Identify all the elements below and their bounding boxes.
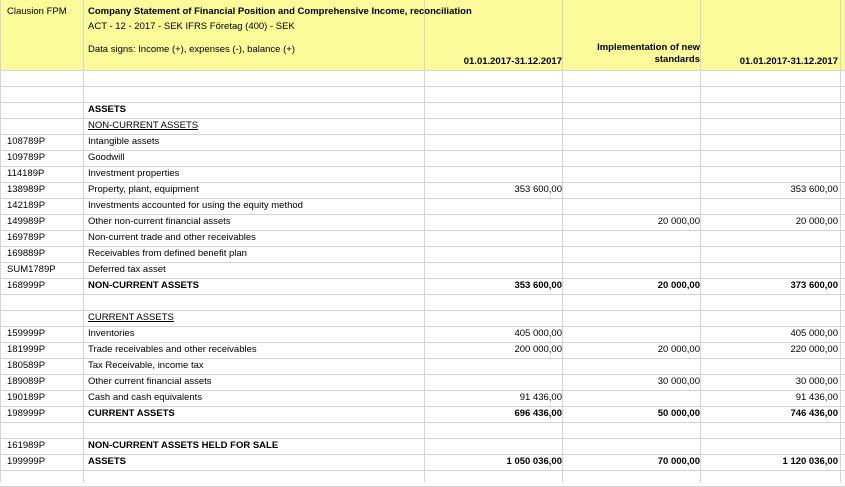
value-implementation [566, 118, 700, 134]
value-implementation [566, 438, 700, 454]
value-implementation [566, 102, 700, 118]
row-label: Investments accounted for using the equity method [88, 200, 303, 211]
value-period-1 [428, 166, 562, 182]
value-period-1 [428, 310, 562, 326]
value-period-2: 1 120 036,00 [782, 456, 838, 467]
value-period-1 [428, 422, 562, 438]
value-implementation [566, 390, 700, 406]
column-divider [83, 0, 84, 482]
value-period-1 [428, 214, 562, 230]
value-period-2 [704, 150, 838, 166]
value-implementation: 20 000,00 [657, 344, 700, 355]
row-label: Other current financial assets [88, 376, 212, 387]
row-code: 169789P [7, 232, 46, 243]
row-label: NON-CURRENT ASSETS HELD FOR SALE [88, 440, 279, 451]
value-implementation: 50 000,00 [657, 408, 700, 419]
value-period-1 [428, 262, 562, 278]
column-divider [0, 0, 1, 482]
row-code: 168999P [7, 280, 46, 291]
value-period-2: 353 600,00 [790, 184, 838, 195]
column-header-implementation-line2: standards [654, 54, 700, 65]
value-period-2: 91 436,00 [795, 392, 838, 403]
value-period-2 [704, 422, 838, 438]
value-period-2 [704, 118, 838, 134]
value-period-1 [428, 86, 562, 102]
value-period-2: 30 000,00 [795, 376, 838, 387]
value-period-1: 200 000,00 [514, 344, 562, 355]
row-label: ASSETS [88, 104, 127, 115]
row-code: 198999P [7, 408, 46, 419]
value-implementation: 20 000,00 [657, 280, 700, 291]
row-code: 199999P [7, 456, 46, 467]
value-period-2 [704, 102, 838, 118]
value-period-2 [704, 310, 838, 326]
row-code: 142189P [7, 200, 46, 211]
row-label: Non-current trade and other receivables [88, 232, 256, 243]
row-code: 169889P [7, 248, 46, 259]
row-label: CURRENT ASSETS [88, 408, 175, 419]
value-implementation [566, 150, 700, 166]
row-code: SUM1789P [7, 264, 56, 275]
column-header-period-2: 01.01.2017-31.12.2017 [739, 56, 838, 67]
value-implementation [566, 230, 700, 246]
column-divider [700, 0, 701, 482]
report-title: Company Statement of Financial Position and Comprehensive Income, reconciliation [88, 6, 472, 17]
value-implementation [566, 358, 700, 374]
value-implementation [566, 70, 700, 86]
value-period-2 [704, 294, 838, 310]
value-implementation [566, 326, 700, 342]
row-label: Cash and cash equivalents [88, 392, 203, 403]
row-label: Inventories [88, 328, 135, 339]
value-period-2 [704, 262, 838, 278]
value-implementation [566, 166, 700, 182]
value-period-1: 91 436,00 [519, 392, 562, 403]
column-header-implementation-line1: Implementation of new [597, 42, 700, 53]
value-period-2 [704, 86, 838, 102]
value-implementation: 30 000,00 [657, 376, 700, 387]
value-period-2 [704, 358, 838, 374]
value-period-1 [428, 102, 562, 118]
value-period-1 [428, 230, 562, 246]
value-implementation [566, 310, 700, 326]
value-period-2: 220 000,00 [790, 344, 838, 355]
value-period-1 [428, 70, 562, 86]
value-period-1: 1 050 036,00 [506, 456, 562, 467]
value-implementation [566, 86, 700, 102]
row-label: Goodwill [88, 152, 125, 163]
value-period-1 [428, 438, 562, 454]
row-label: NON-CURRENT ASSETS [88, 280, 200, 291]
value-period-2 [704, 70, 838, 86]
value-implementation [566, 134, 700, 150]
value-period-2 [704, 166, 838, 182]
row-code: 159999P [7, 328, 46, 339]
value-period-1 [428, 358, 562, 374]
row-code: 181999P [7, 344, 46, 355]
value-implementation: 20 000,00 [657, 216, 700, 227]
value-period-1 [428, 374, 562, 390]
column-divider [562, 0, 563, 482]
row-label: Investment properties [88, 168, 180, 179]
row-label: Property, plant, equipment [88, 184, 199, 195]
row-label: ASSETS [88, 456, 127, 467]
corner-label: Clausion FPM [7, 6, 67, 17]
value-period-2: 746 436,00 [790, 408, 838, 419]
column-divider [424, 0, 425, 482]
value-period-1: 696 436,00 [514, 408, 562, 419]
value-period-2: 20 000,00 [795, 216, 838, 227]
value-period-2 [704, 438, 838, 454]
column-divider [840, 0, 841, 482]
value-period-1 [428, 118, 562, 134]
row-code: 161989P [7, 440, 46, 451]
value-implementation: 70 000,00 [657, 456, 700, 467]
value-implementation [566, 422, 700, 438]
row-code: 149989P [7, 216, 46, 227]
row-label: Other non-current financial assets [88, 216, 231, 227]
value-period-2: 373 600,00 [790, 280, 838, 291]
value-implementation [566, 182, 700, 198]
value-period-1 [428, 294, 562, 310]
value-implementation [566, 246, 700, 262]
row-code: 114189P [7, 168, 45, 179]
value-period-1 [428, 134, 562, 150]
row-label: Intangible assets [88, 136, 160, 147]
report-subtitle: ACT - 12 - 2017 - SEK IFRS Företag (400) - SEK [88, 21, 295, 32]
value-period-1: 353 600,00 [514, 280, 562, 291]
column-header-period-1: 01.01.2017-31.12.2017 [463, 56, 562, 67]
value-period-2 [704, 246, 838, 262]
row-label: CURRENT ASSETS [88, 312, 174, 323]
row-label: NON-CURRENT ASSETS [88, 120, 199, 131]
value-implementation [566, 198, 700, 214]
value-period-2 [704, 230, 838, 246]
row-code: 108789P [7, 136, 46, 147]
row-code: 190189P [7, 392, 46, 403]
value-period-2 [704, 134, 838, 150]
value-period-1: 353 600,00 [514, 184, 562, 195]
value-implementation [566, 294, 700, 310]
value-period-1 [428, 150, 562, 166]
value-period-2: 405 000,00 [790, 328, 838, 339]
row-label: Deferred tax asset [88, 264, 166, 275]
row-label: Trade receivables and other receivables [88, 344, 257, 355]
row-code: 109789P [7, 152, 46, 163]
value-period-1 [428, 198, 562, 214]
row-code: 138989P [7, 184, 46, 195]
row-label: Tax Receivable, income tax [88, 360, 204, 371]
value-period-2 [704, 198, 838, 214]
row-code: 189089P [7, 376, 46, 387]
data-signs-note: Data signs: Income (+), expenses (-), balance (+) [88, 44, 295, 55]
row-code: 180589P [7, 360, 46, 371]
value-period-1 [428, 246, 562, 262]
value-implementation [566, 262, 700, 278]
row-divider [0, 470, 845, 471]
row-label: Receivables from defined benefit plan [88, 248, 247, 259]
value-period-1: 405 000,00 [514, 328, 562, 339]
